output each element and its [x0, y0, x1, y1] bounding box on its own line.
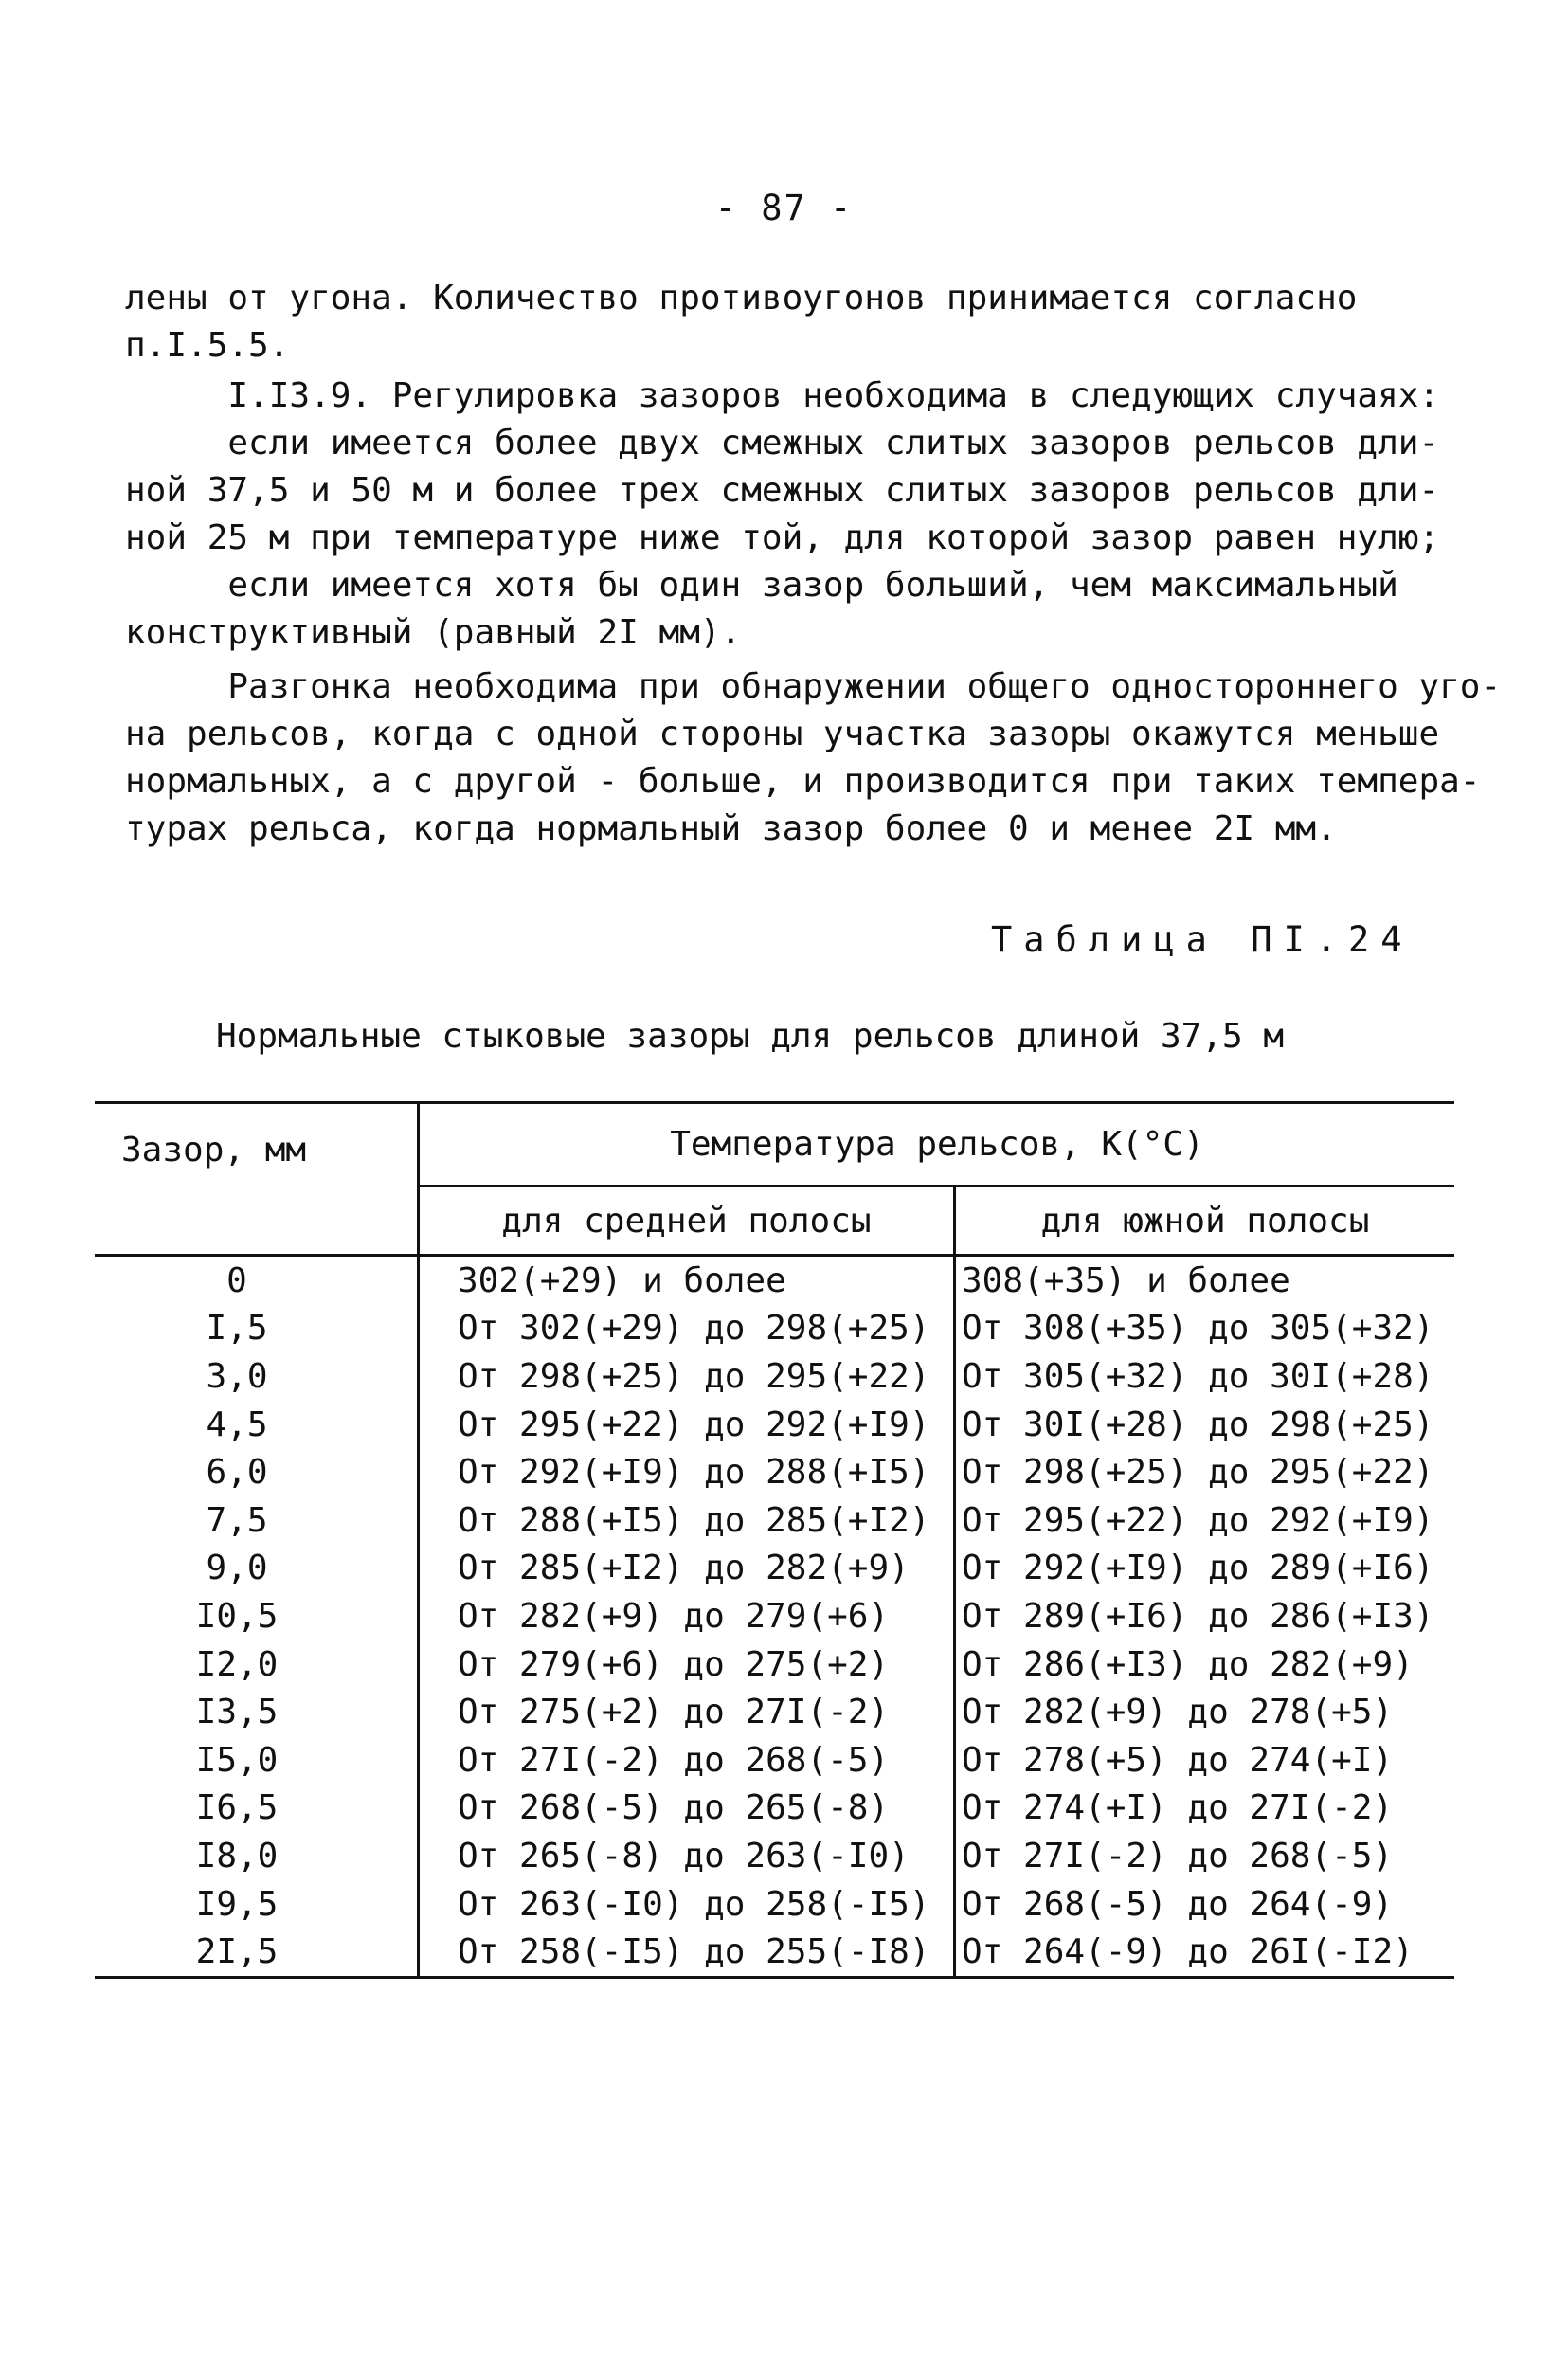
table-row [95, 1688, 1454, 1736]
cell-mid: От 275(+2) до 27I(-2) [419, 1688, 955, 1736]
text-line: нормальных, а с другой - больше, и производится при таких темпера- [125, 762, 1481, 801]
table-row [95, 1785, 1454, 1833]
cell-south: От 298(+25) до 295(+22) [955, 1448, 1455, 1496]
cell-south: От 30I(+28) до 298(+25) [955, 1401, 1455, 1449]
table-row [95, 1401, 1454, 1449]
text-line: на рельсов, когда с одной стороны участка зазоры окажутся меньше [125, 715, 1440, 753]
cell-mid: От 279(+6) до 275(+2) [419, 1640, 955, 1689]
cell-gap: 3,0 [206, 1356, 268, 1396]
cell-south: 308(+35) и более [955, 1257, 1455, 1305]
cell-gap: I3,5 [195, 1693, 279, 1732]
cell-mid: От 298(+25) до 295(+22) [419, 1352, 955, 1401]
table-row [95, 1257, 1454, 1305]
header-middle-zone: для средней полосы [419, 1187, 955, 1256]
cell-south: От 264(-9) до 26I(-I2) [955, 1928, 1455, 1977]
cell-gap: 9,0 [206, 1549, 268, 1588]
text-line: лены от угона. Количество противоугонов принимается согласно [125, 279, 1358, 317]
table-row [95, 1640, 1454, 1689]
page-number: - 87 - [714, 188, 854, 228]
cell-south: От 305(+32) до 30I(+28) [955, 1352, 1455, 1401]
cell-south: От 295(+22) до 292(+I9) [955, 1496, 1455, 1545]
table-row [95, 1545, 1454, 1593]
cell-gap: 2I,5 [95, 1928, 419, 1977]
table-row [95, 1928, 1454, 1977]
cell-south: От 282(+9) до 278(+5) [955, 1688, 1455, 1736]
table-row [95, 1832, 1454, 1880]
header-gap: Зазор, мм [121, 1131, 307, 1169]
cell-mid: От 295(+22) до 292(+I9) [419, 1401, 955, 1449]
table-row [95, 1880, 1454, 1929]
cell-south: От 274(+I) до 27I(-2) [955, 1785, 1455, 1833]
text-line: Разгонка необходима при обнаружении общего одностороннего уго- [125, 667, 1502, 706]
table-caption: Таблица ПI.24 [991, 919, 1414, 960]
cell-gap: 0 [226, 1260, 247, 1300]
cell-mid: От 282(+9) до 279(+6) [419, 1592, 955, 1640]
table-row [95, 1736, 1454, 1785]
cell-gap: I6,5 [195, 1788, 279, 1828]
cell-south: От 27I(-2) до 268(-5) [955, 1832, 1455, 1880]
cell-gap: I8,0 [195, 1836, 279, 1876]
text-line: турах рельса, когда нормальный зазор более 0 и менее 2I мм. [125, 809, 1337, 848]
cell-gap: 6,0 [206, 1453, 268, 1493]
text-line: если имеется более двух смежных слитых зазоров рельсов дли- [125, 424, 1440, 462]
table-row [95, 1592, 1454, 1640]
cell-south: От 292(+I9) до 289(+I6) [955, 1545, 1455, 1593]
header-southern-zone: для южной полосы [955, 1187, 1455, 1256]
text-line: конструктивный (равный 2I мм). [125, 613, 742, 652]
cell-mid: От 288(+I5) до 285(+I2) [419, 1496, 955, 1545]
cell-mid: От 285(+I2) до 282(+9) [419, 1545, 955, 1593]
table-row [95, 1496, 1454, 1545]
text-line: п.I.5.5. [125, 326, 290, 365]
cell-south: От 286(+I3) до 282(+9) [955, 1640, 1455, 1689]
cell-mid: От 27I(-2) до 268(-5) [419, 1736, 955, 1785]
paragraph [125, 663, 1502, 853]
cell-mid: От 302(+29) до 298(+25) [419, 1305, 955, 1353]
cell-mid: От 292(+I9) до 288(+I5) [419, 1448, 955, 1496]
cell-south: От 289(+I6) до 286(+I3) [955, 1592, 1455, 1640]
cell-mid: 302(+29) и более [419, 1257, 955, 1305]
cell-mid: От 263(-I0) до 258(-I5) [419, 1880, 955, 1929]
cell-mid: От 258(-I5) до 255(-I8) [419, 1928, 955, 1977]
paragraph [125, 275, 1451, 370]
cell-south: От 308(+35) до 305(+32) [955, 1305, 1455, 1353]
cell-south: От 278(+5) до 274(+I) [955, 1736, 1455, 1785]
cell-mid: От 265(-8) до 263(-I0) [419, 1832, 955, 1880]
table-row [95, 1448, 1454, 1496]
paragraph [125, 372, 1451, 657]
gap-temperature-table [95, 1101, 1454, 1979]
table-title: Нормальные стыковые зазоры для рельсов длиной 37,5 м [216, 1017, 1285, 1056]
text-line: если имеется хотя бы один зазор больший, чем максимальный [125, 566, 1398, 605]
text-line: I.I3.9. Регулировка зазоров необходима в следующих случаях: [125, 376, 1440, 415]
cell-gap: I0,5 [195, 1596, 279, 1636]
table-row [95, 1352, 1454, 1401]
text-line: ной 37,5 и 50 м и более трех смежных слитых зазоров рельсов дли- [125, 471, 1440, 510]
cell-gap: 7,5 [206, 1500, 268, 1540]
cell-gap: I5,0 [195, 1740, 279, 1780]
cell-gap: I9,5 [195, 1884, 279, 1924]
table-row [95, 1305, 1454, 1353]
header-temperature: Температура рельсов, К(°С) [419, 1103, 1455, 1187]
cell-mid: От 268(-5) до 265(-8) [419, 1785, 955, 1833]
cell-south: От 268(-5) до 264(-9) [955, 1880, 1455, 1929]
cell-gap: 4,5 [206, 1404, 268, 1444]
text-line: ной 25 м при температуре ниже той, для которой зазор равен нулю; [125, 518, 1440, 557]
cell-gap: I2,0 [195, 1644, 279, 1684]
cell-gap: I,5 [206, 1309, 268, 1349]
